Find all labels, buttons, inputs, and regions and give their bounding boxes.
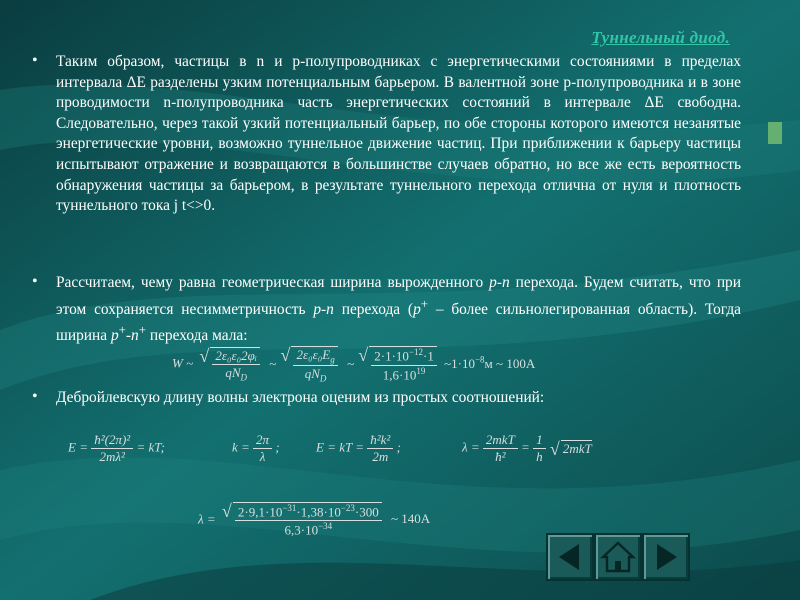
pn-label: p-n — [489, 274, 510, 291]
frac-num: 1 — [533, 432, 546, 449]
equals: = — [521, 439, 530, 455]
sqrt-body: 2mkT — [562, 441, 592, 456]
frac-num: 2·9,1·10 — [237, 504, 283, 520]
frac-num: 2mkT — [483, 432, 518, 449]
energy-formula — [68, 432, 165, 465]
formula-lhs: W ~ — [172, 355, 194, 371]
kinetic-formula — [316, 432, 401, 465]
lambda-formula — [462, 432, 592, 465]
frac-num: √ 2ε₀ε₀2φᵢ — [212, 348, 260, 365]
dash: - — [125, 327, 132, 345]
superscript: −12 — [408, 347, 423, 358]
formula-tail: ; — [275, 439, 280, 455]
frac-den: 2m — [372, 449, 389, 464]
superscript: + — [420, 296, 429, 311]
formula-lhs: E = kT = — [316, 439, 365, 455]
superscript: −34 — [318, 521, 333, 532]
frac-den: qN — [304, 365, 320, 381]
sqrt-term — [233, 502, 382, 539]
lambda-value-formula — [198, 502, 430, 539]
formula-result: ~ 140А — [391, 511, 431, 527]
frac-den: h — [536, 449, 543, 464]
frac-num-tail: ·300 — [354, 504, 379, 520]
superscript: −31 — [282, 503, 297, 513]
bullet-text-part: перехода. Будем считать, что при этом сохраняется несимметричность — [56, 274, 741, 318]
p-plus-label: p — [413, 300, 421, 318]
subscript: D — [319, 373, 327, 384]
frac-den: qN — [225, 364, 241, 380]
pn-label: p-n — [313, 300, 334, 318]
bullet-marker: • — [32, 388, 38, 405]
formula-lhs: λ = — [198, 511, 216, 527]
p-label: p — [110, 327, 119, 345]
width-formula — [172, 346, 535, 383]
formula-lhs: λ = — [462, 439, 480, 455]
previous-slide-button[interactable] — [546, 533, 594, 581]
bullet-text-2 — [56, 273, 741, 347]
bullet-text: Дебройлевскую длину волны электрона оценим из простых соотношений: — [56, 389, 545, 406]
n-label: n — [131, 327, 139, 345]
sqrt-term — [210, 347, 260, 383]
frac-num: 2ε₀ε₀E — [296, 347, 331, 362]
home-button[interactable] — [594, 533, 642, 581]
superscript: + — [138, 323, 146, 338]
triangle-right-icon — [644, 535, 688, 579]
bullet-marker: • — [32, 52, 38, 69]
frac-den: 6,3·10 — [284, 522, 319, 538]
frac-num-mid: ·1,38·10 — [296, 504, 341, 520]
bullet-text-part: перехода ( — [333, 300, 414, 318]
subscript: g — [330, 354, 335, 365]
unit: м — [484, 355, 493, 371]
frac-num: ħ²k² — [367, 432, 393, 449]
bullet-text-part: – более сильнолегированная область). Тогда ширина — [56, 300, 742, 345]
tilde: ~ — [346, 355, 354, 371]
bullet-text-part: Рассчитаем, чему равна геометрическая ширина вырожденного — [56, 274, 490, 291]
frac-den: λ — [259, 449, 266, 464]
frac-den: 2mλ² — [99, 449, 125, 464]
bullet-marker: • — [32, 273, 38, 290]
formula-result: ~1·10 — [444, 355, 475, 371]
tilde: ~ — [269, 355, 277, 371]
formula-rhs: = kT; — [136, 439, 165, 455]
sqrt-term — [291, 346, 337, 383]
next-slide-button[interactable] — [642, 533, 690, 581]
bullet-text: Таким образом, частицы в n и p-полупроводниках с энергетическими состояниями в пределах интервала ΔE разделены узким потенциальным барьером. В валентной зоне p-полупроводника и в зоне проводимости n-полупроводника часть энергетических состояний в интервале ΔE свободна. Следовательно, через такой узкий потенциальный барьер, по обе стороны которого имеются незанятые энергетические уровни, возможно туннельное движение частиц. При приближении к барьеру частицы испытывают отражение и возвращаются в большинстве случаев обратно, но все же есть вероятность обнаружения частицы за барьером, в результате туннельного перехода отлична от нуля и плотность туннельного тока j t<>0. — [56, 53, 741, 215]
formula-tail: ; — [396, 439, 401, 455]
frac-num: ħ²(2π)² — [91, 432, 133, 449]
frac-den: 1,6·10 — [382, 366, 417, 382]
formula-approx: ~ 100А — [496, 355, 536, 371]
formula-lhs: E = — [68, 439, 88, 455]
frac-num: 2·1·10 — [374, 348, 409, 364]
slide-title: Туннельный диод. — [591, 28, 730, 47]
bullet-text-part: перехода мала: — [145, 327, 248, 345]
superscript: + — [118, 323, 126, 338]
wavevector-formula — [232, 432, 280, 465]
superscript: −23 — [340, 503, 355, 513]
frac-num: 2π — [253, 432, 272, 449]
superscript: −8 — [474, 354, 485, 365]
sqrt-term — [561, 440, 592, 457]
sqrt-term — [369, 346, 437, 383]
frac-den: ħ² — [495, 449, 506, 464]
frac-num-tail: ·1 — [423, 348, 434, 364]
triangle-left-icon — [548, 535, 592, 579]
superscript: 19 — [416, 365, 426, 376]
subscript: D — [240, 372, 247, 383]
house-icon — [596, 535, 640, 579]
formula-lhs: k = — [232, 439, 250, 455]
